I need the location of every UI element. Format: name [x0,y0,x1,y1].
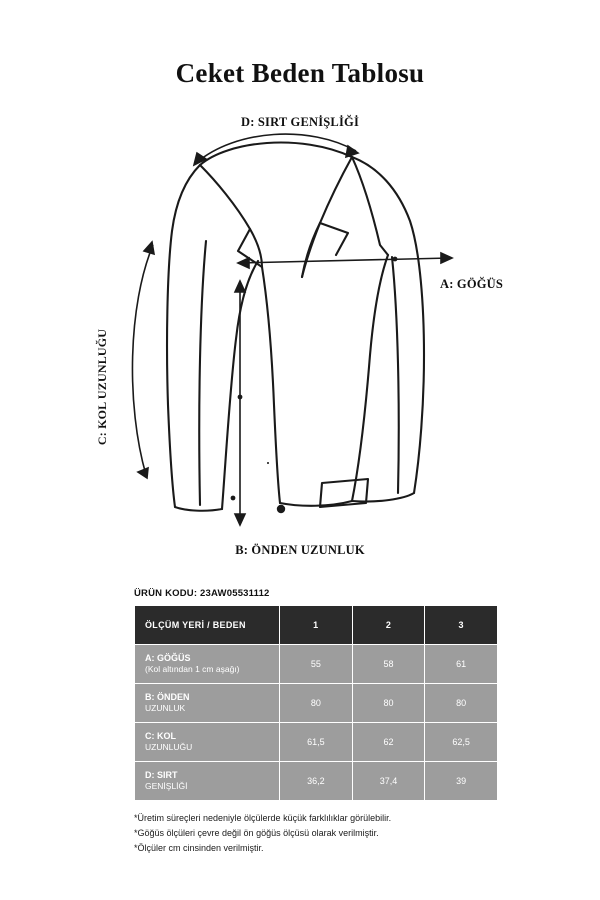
header-size-1: 1 [280,606,353,645]
row-label-sleeve-length-main: C: KOL [145,731,176,742]
header-measure-point: ÖLÇÜM YERİ / BEDEN [135,606,280,645]
note-line: *Ölçüler cm cinsinden verilmiştir. [134,842,264,853]
label-sleeve-length: C: KOL UZUNLUĞU [95,328,109,446]
row-label-chest [135,645,280,684]
note-line: *Üretim süreçleri nedeniyle ölçülerde küçük farklılıklar görülebilir. [134,813,392,823]
cell-chest-2: 58 [352,645,425,684]
header-size-2: 2 [352,606,425,645]
cell-sleeve-length-2: 62 [352,723,425,762]
cell-back-width-1: 36,2 [280,762,353,801]
size-table-block [134,588,498,856]
jacket-illustration [0,105,600,575]
label-front-length: B: ÖNDEN UZUNLUK [235,543,365,557]
label-back-width: D: SIRT GENİŞLİĞİ [240,115,360,129]
table-row [135,645,498,684]
label-chest: A: GÖĞÜS [440,277,504,291]
cell-sleeve-length-1: 61,5 [280,723,353,762]
cell-back-width-2: 37,4 [352,762,425,801]
row-label-back-width-sub: GENİŞLİĞİ [145,781,188,792]
table-row [135,684,498,723]
jacket-diagram [0,105,600,575]
cell-chest-1: 55 [280,645,353,684]
row-label-chest-main: A: GÖĞÜS [145,653,191,664]
cell-back-width-3: 39 [425,762,498,801]
row-label-front-length-sub: UZUNLUK [145,703,186,714]
product-code: ÜRÜN KODU: 23AW05531112 [134,588,270,599]
notes [134,811,498,856]
cell-sleeve-length-3: 62,5 [425,723,498,762]
cell-chest-3: 61 [425,645,498,684]
row-label-back-width-main: D: SIRT [145,770,178,781]
table-row [135,723,498,762]
page-title: Ceket Beden Tablosu [175,58,425,88]
row-label-back-width [135,762,280,801]
row-label-front-length [135,684,280,723]
cell-front-length-3: 80 [425,684,498,723]
row-label-chest-sub: (Kol altından 1 cm aşağı) [145,664,240,675]
table-header-row [135,606,498,645]
row-label-sleeve-length-sub: UZUNLUĞU [145,742,193,753]
row-label-front-length-main: B: ÖNDEN [145,692,190,703]
header-size-3: 3 [425,606,498,645]
row-label-sleeve-length [135,723,280,762]
note-line: *Göğüs ölçüleri çevre değil ön göğüs ölçüsü olarak verilmiştir. [134,827,379,838]
cell-front-length-1: 80 [280,684,353,723]
size-table [134,605,498,801]
cell-front-length-2: 80 [352,684,425,723]
table-row [135,762,498,801]
